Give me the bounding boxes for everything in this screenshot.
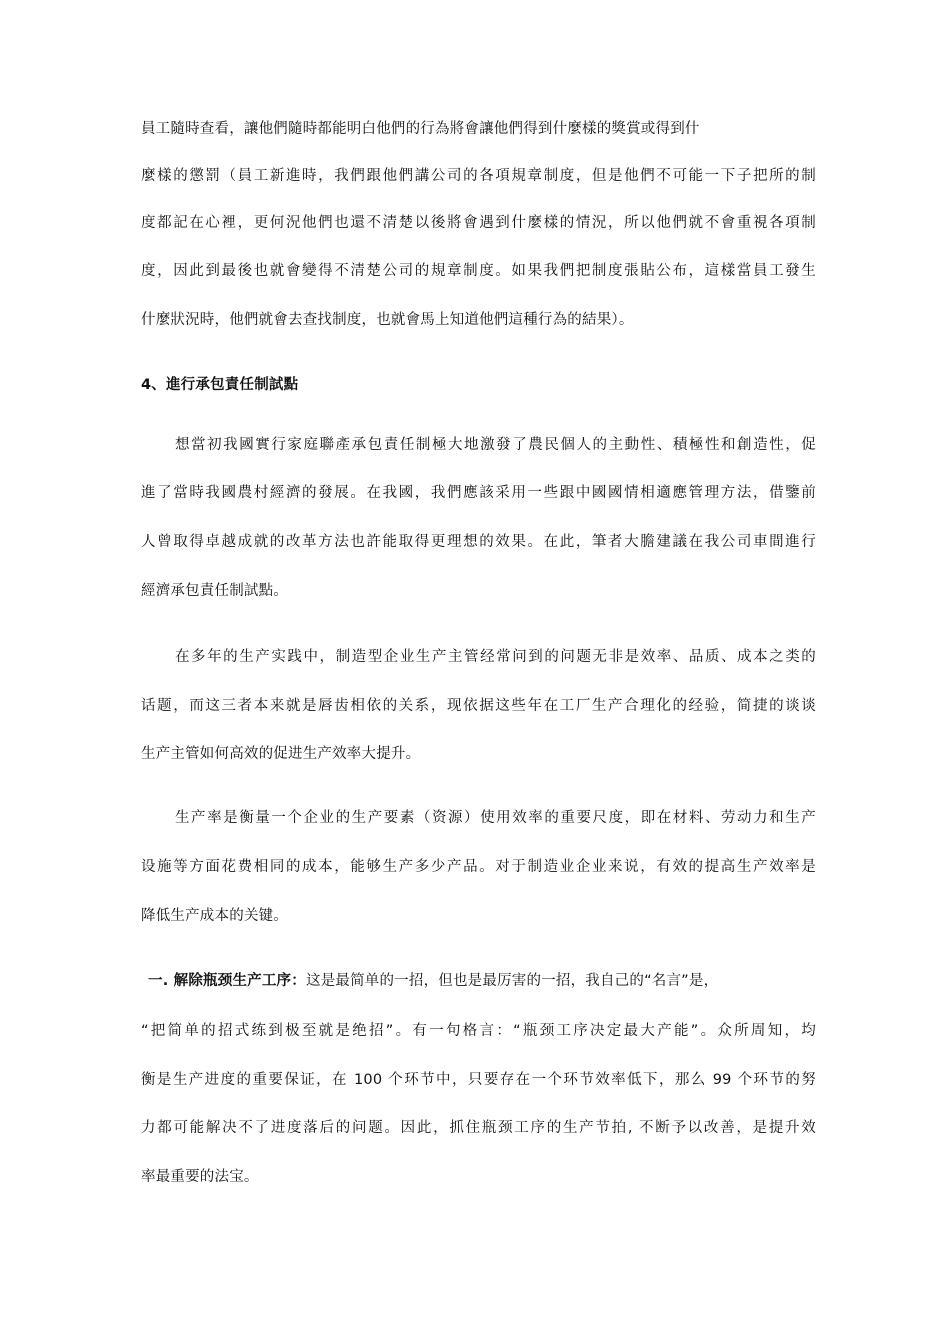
paragraph1-line-4: 度，因此到最後也就會變得不清楚公司的規章制度。如果我們把制度張貼公布，這樣當員工發生 — [141, 263, 816, 279]
section1-line-4: 率最重要的法宝。 — [141, 1169, 259, 1185]
paragraph4-line-3: 降低生产成本的关键。 — [141, 908, 288, 924]
section1-line-1: “把简单的招式练到极至就是绝招”。有一句格言：“瓶颈工序决定最大产能”。众所周知，均 — [141, 1023, 816, 1039]
paragraph3-line-2: 话题，而这三者本来就是唇齿相依的关系，现依据这些年在工厂生产合理化的经验，简捷的谈谈 — [141, 698, 816, 714]
paragraph3-line-3: 生产主管如何高效的促进生产效率大提升。 — [141, 746, 421, 762]
section1-bold-lead: 一. 解除瓶颈生产工序： — [148, 973, 306, 989]
section1-lead-line — [148, 971, 816, 991]
section1-line-2: 衡是生产进度的重要保证，在 100 个环节中，只要存在一个环节效率低下，那么 99 个环节的努 — [141, 1072, 816, 1088]
paragraph1-line-3: 度都記在心裡，更何況他們也還不清楚以後將會遇到什麼樣的情況，所以他們就不會重視各項制 — [141, 215, 816, 231]
section4-line-2: 進了當時我國農村經濟的發展。在我國，我們應該采用一些跟中國國情相適應管理方法，借鑒前 — [141, 485, 816, 501]
paragraph4-line-2: 设施等方面花费相同的成本，能够生产多少产品。对于制造业企业来说，有效的提高生产效率是 — [141, 859, 816, 875]
section4-line-4: 經濟承包責任制試點。 — [141, 583, 288, 599]
section1-lead-rest: 这是最简单的一招，但也是最厉害的一招，我自己的“名言”是， — [305, 973, 719, 989]
section4-line-1: 想當初我國實行家庭聯產承包責任制極大地激發了農民個人的主動性、積極性和創造性，促 — [175, 437, 816, 453]
paragraph3-line-1: 在多年的生产实践中，制造型企业生产主管经常问到的问题无非是效率、品质、成本之类的 — [175, 649, 816, 665]
paragraph1-line-5: 什麼狀況時，他們就會去查找制度，也就會馬上知道他們這種行為的結果）。 — [141, 312, 634, 328]
paragraph4-line-1: 生产率是衡量一个企业的生产要素（资源）使用效率的重要尺度，即在材料、劳动力和生产 — [175, 810, 816, 826]
section4-line-3: 人曾取得卓越成就的改革方法也許能取得更理想的效果。在此，筆者大膽建議在我公司車間進行 — [141, 534, 816, 550]
paragraph1-line-1: 員工隨時查看，讓他們隨時都能明白他們的行為將會讓他們得到什麼樣的獎賞或得到什 — [141, 121, 700, 137]
paragraph1-line-2: 麼樣的懲罰（員工新進時，我們跟他們講公司的各項規章制度，但是他們不可能一下子把所的制 — [141, 168, 816, 184]
section4-heading: 4、進行承包責任制試點 — [141, 377, 299, 393]
section1-line-3: 力都可能解决不了进度落后的问题。因此，抓住瓶颈工序的生产节拍, 不断予以改善，是提升效 — [141, 1120, 816, 1136]
